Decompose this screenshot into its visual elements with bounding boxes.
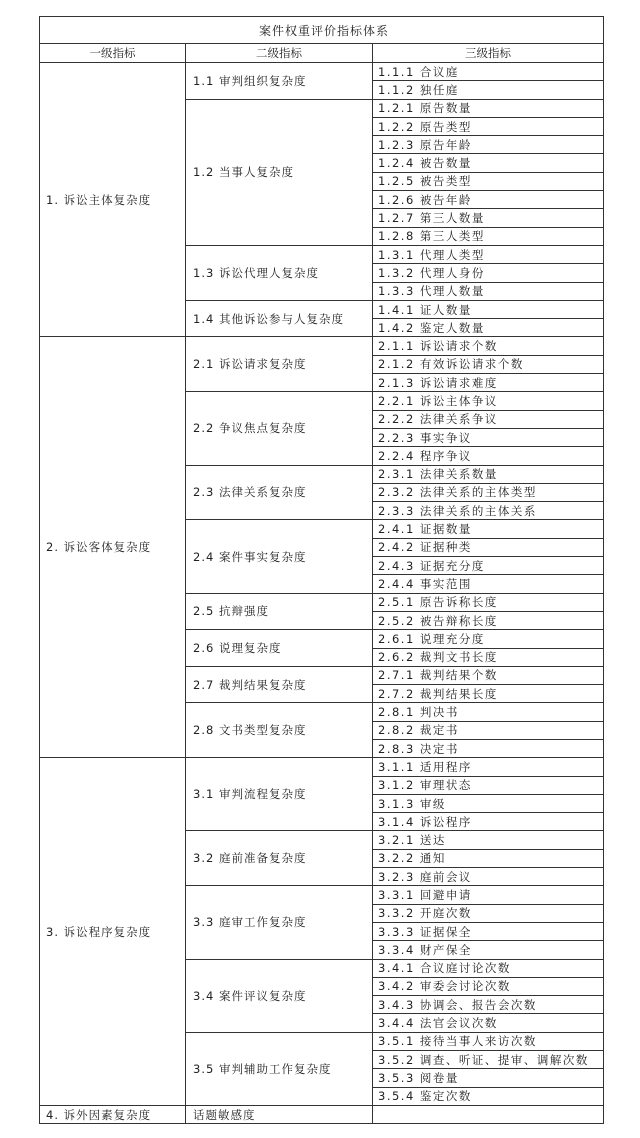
- level2-cell: 2.4 案件事实复杂度: [186, 520, 373, 593]
- level3-cell: 1.2.6 被告年龄: [373, 191, 604, 209]
- level3-cell: 3.3.1 回避申请: [373, 886, 604, 904]
- level3-cell: [373, 1105, 604, 1123]
- level2-cell: 3.1 审判流程复杂度: [186, 758, 373, 831]
- level2-cell: 3.2 庭前准备复杂度: [186, 831, 373, 886]
- level3-cell: 3.4.4 法官会议次数: [373, 1014, 604, 1032]
- table-title: 案件权重评价指标体系: [40, 17, 604, 44]
- table-body: [40, 63, 604, 1124]
- index-system-table: [39, 16, 604, 1124]
- level3-cell: 2.8.2 裁定书: [373, 721, 604, 739]
- level3-cell: 3.5.2 调查、听证、提审、调解次数: [373, 1051, 604, 1069]
- level3-cell: 1.1.2 独任庭: [373, 81, 604, 99]
- level3-cell: 1.3.2 代理人身份: [373, 264, 604, 282]
- level3-cell: 1.2.8 第三人类型: [373, 227, 604, 245]
- level2-cell: 3.5 审判辅助工作复杂度: [186, 1032, 373, 1105]
- level3-cell: 2.3.2 法律关系的主体类型: [373, 483, 604, 501]
- level2-cell: 2.3 法律关系复杂度: [186, 465, 373, 520]
- level2-cell: 1.3 诉讼代理人复杂度: [186, 245, 373, 300]
- level3-cell: 2.8.3 决定书: [373, 739, 604, 757]
- level3-cell: 3.2.3 庭前会议: [373, 868, 604, 886]
- level3-cell: 2.4.4 事实范围: [373, 575, 604, 593]
- level3-cell: 1.2.5 被告类型: [373, 172, 604, 190]
- level2-cell: 1.4 其他诉讼参与人复杂度: [186, 300, 373, 337]
- level3-cell: 3.4.1 合议庭讨论次数: [373, 959, 604, 977]
- level3-cell: 2.2.1 诉讼主体争议: [373, 392, 604, 410]
- level1-cell: 2. 诉讼客体复杂度: [40, 337, 186, 758]
- level1-cell: 1. 诉讼主体复杂度: [40, 63, 186, 337]
- level2-cell: 2.8 文书类型复杂度: [186, 703, 373, 758]
- level3-cell: 2.2.3 事实争议: [373, 428, 604, 446]
- level1-cell: 4. 诉外因素复杂度: [40, 1105, 186, 1123]
- level3-cell: 1.2.2 原告类型: [373, 117, 604, 135]
- level2-cell: 2.7 裁判结果复杂度: [186, 666, 373, 703]
- level3-cell: 2.7.2 裁判结果长度: [373, 685, 604, 703]
- level3-cell: 1.3.1 代理人类型: [373, 245, 604, 263]
- level3-cell: 1.2.7 第三人数量: [373, 209, 604, 227]
- level3-cell: 2.1.2 有效诉讼请求个数: [373, 355, 604, 373]
- header-level2: 二级指标: [186, 44, 373, 63]
- header-level3: 三级指标: [373, 44, 604, 63]
- level3-cell: 2.6.1 说理充分度: [373, 630, 604, 648]
- level2-cell: 1.1 审判组织复杂度: [186, 63, 373, 100]
- level3-cell: 3.3.2 开庭次数: [373, 904, 604, 922]
- level2-cell: 2.5 抗辩强度: [186, 593, 373, 630]
- level3-cell: 1.2.3 原告年龄: [373, 136, 604, 154]
- level2-cell: 2.1 诉讼请求复杂度: [186, 337, 373, 392]
- level3-cell: 2.5.1 原告诉称长度: [373, 593, 604, 611]
- level3-cell: 3.5.3 阅卷量: [373, 1069, 604, 1087]
- level3-cell: 2.3.3 法律关系的主体关系: [373, 502, 604, 520]
- level3-cell: 3.4.3 协调会、报告会次数: [373, 996, 604, 1014]
- level2-cell: 3.3 庭审工作复杂度: [186, 886, 373, 959]
- level3-cell: 2.4.1 证据数量: [373, 520, 604, 538]
- level3-cell: 1.2.1 原告数量: [373, 99, 604, 117]
- level3-cell: 3.1.3 审级: [373, 794, 604, 812]
- level3-cell: 2.2.4 程序争议: [373, 447, 604, 465]
- level3-cell: 3.3.4 财产保全: [373, 941, 604, 959]
- level3-cell: 3.2.1 送达: [373, 831, 604, 849]
- level3-cell: 3.5.4 鉴定次数: [373, 1087, 604, 1105]
- index-system-table-container: [39, 16, 603, 1124]
- level3-cell: 2.6.2 裁判文书长度: [373, 648, 604, 666]
- level2-cell: 2.6 说理复杂度: [186, 630, 373, 667]
- level2-cell: 3.4 案件评议复杂度: [186, 959, 373, 1032]
- level3-cell: 2.1.3 诉讼请求难度: [373, 374, 604, 392]
- level3-cell: 3.1.1 适用程序: [373, 758, 604, 776]
- level3-cell: 2.1.1 诉讼请求个数: [373, 337, 604, 355]
- header-level1: 一级指标: [40, 44, 186, 63]
- level3-cell: 1.4.1 证人数量: [373, 300, 604, 318]
- table-row: [40, 337, 604, 355]
- level3-cell: 1.4.2 鉴定人数量: [373, 319, 604, 337]
- level3-cell: 2.4.2 证据种类: [373, 538, 604, 556]
- level3-cell: 3.3.3 证据保全: [373, 922, 604, 940]
- table-row: [40, 1105, 604, 1123]
- level3-cell: 2.2.2 法律关系争议: [373, 410, 604, 428]
- level3-cell: 3.4.2 审委会讨论次数: [373, 977, 604, 995]
- level3-cell: 2.5.2 被告辩称长度: [373, 611, 604, 629]
- level3-cell: 3.2.2 通知: [373, 849, 604, 867]
- level2-cell: 1.2 当事人复杂度: [186, 99, 373, 245]
- level3-cell: 3.1.2 审理状态: [373, 776, 604, 794]
- level3-cell: 2.4.3 证据充分度: [373, 557, 604, 575]
- level3-cell: 1.3.3 代理人数量: [373, 282, 604, 300]
- level3-cell: 2.7.1 裁判结果个数: [373, 666, 604, 684]
- level3-cell: 2.8.1 判决书: [373, 703, 604, 721]
- level2-cell: 话题敏感度: [186, 1105, 373, 1123]
- level3-cell: 3.1.4 诉讼程序: [373, 813, 604, 831]
- level3-cell: 1.1.1 合议庭: [373, 63, 604, 81]
- level1-cell: 3. 诉讼程序复杂度: [40, 758, 186, 1106]
- level2-cell: 2.2 争议焦点复杂度: [186, 392, 373, 465]
- table-row: [40, 63, 604, 81]
- level3-cell: 1.2.4 被告数量: [373, 154, 604, 172]
- table-row: [40, 758, 604, 776]
- level3-cell: 3.5.1 接待当事人来访次数: [373, 1032, 604, 1050]
- level3-cell: 2.3.1 法律关系数量: [373, 465, 604, 483]
